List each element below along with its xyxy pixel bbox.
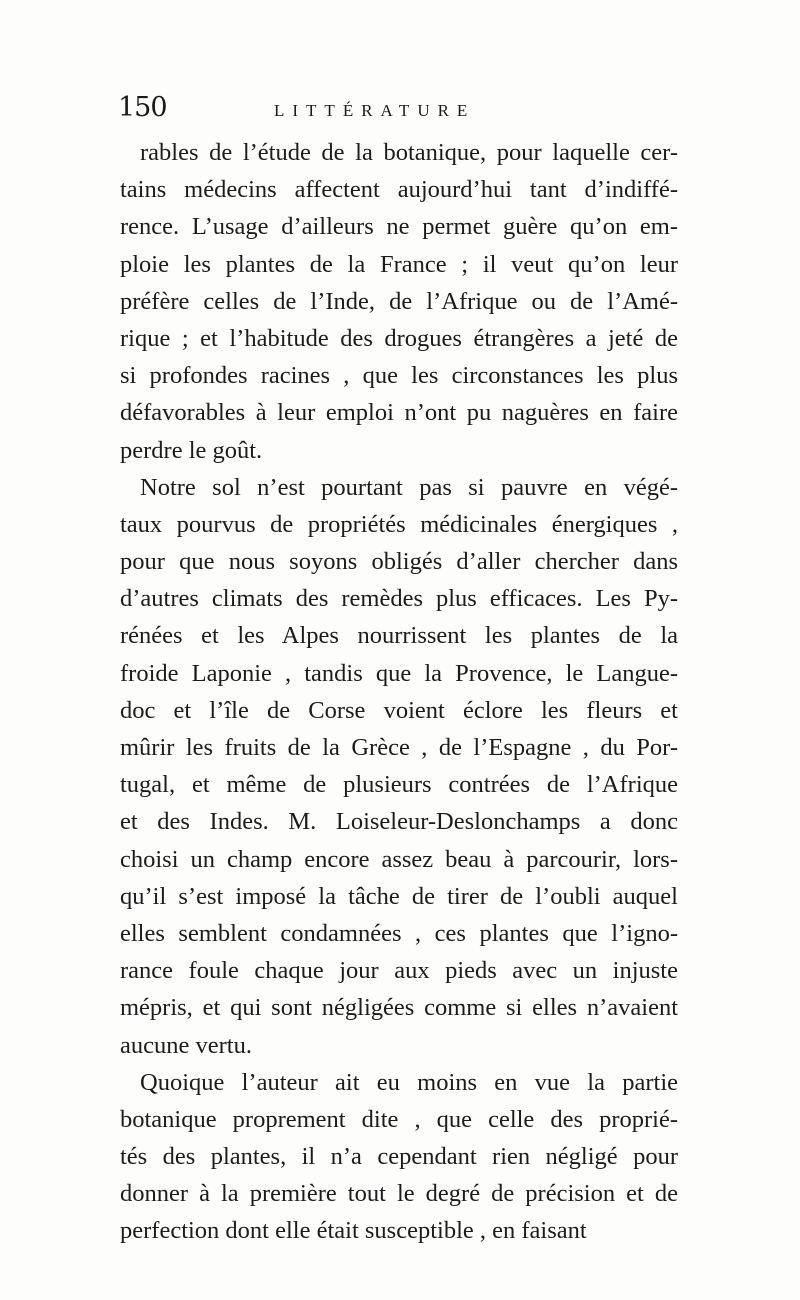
text-line: aucune vertu. <box>120 1031 252 1059</box>
text-line: elles semblent condamnées , ces plantes que l’igno- <box>120 919 678 947</box>
text-line: et des Indes. M. Loiseleur-Deslonchamps a donc <box>120 808 678 836</box>
running-head <box>118 92 678 132</box>
text-line: préfère celles de l’Inde, de l’Afrique ou de l’Amé- <box>120 287 678 315</box>
text-line: Quoique l’auteur ait eu moins en vue la partie <box>140 1068 678 1096</box>
running-title: LITTÉRATURE <box>274 101 476 120</box>
text-line: perfection dont elle était susceptible , en faisant <box>120 1217 587 1245</box>
paragraph <box>120 469 678 1064</box>
text-line: défavorables à leur emploi n’ont pu naguères en faire <box>120 399 678 427</box>
text-line: donner à la première tout le degré de précision et de <box>120 1180 678 1208</box>
text-line: tains médecins affectent aujourd’hui tant d’indiffé- <box>120 176 678 204</box>
text-line: froide Laponie , tandis que la Provence, le Langue- <box>120 659 678 687</box>
body-text <box>120 134 678 1250</box>
text-line: ploie les plantes de la France ; il veut qu’on leur <box>120 250 678 278</box>
text-line: d’autres climats des remèdes plus efficaces. Les Py- <box>120 585 678 613</box>
text-line: doc et l’île de Corse voient éclore les fleurs et <box>120 696 678 724</box>
text-line: botanique proprement dite , que celle des proprié- <box>120 1105 678 1133</box>
text-line: choisi un champ encore assez beau à parcourir, lors- <box>120 845 678 873</box>
text-line: mépris, et qui sont négligées comme si elles n’avaient <box>120 994 678 1022</box>
text-line: rénées et les Alpes nourrissent les plantes de la <box>120 622 678 650</box>
text-line: si profondes racines , que les circonstances les plus <box>120 362 678 390</box>
text-line: pour que nous soyons obligés d’aller chercher dans <box>120 548 678 576</box>
text-line: perdre le goût. <box>120 436 263 464</box>
page-number: 150 <box>118 92 167 123</box>
text-line: taux pourvus de propriétés médicinales énergiques , <box>120 510 678 538</box>
text-line: tés des plantes, il n’a cependant rien négligé pour <box>120 1143 678 1171</box>
text-line: mûrir les fruits de la Grèce , de l’Espagne , du Por- <box>120 734 678 761</box>
text-line: tugal, et même de plusieurs contrées de l’Afrique <box>120 771 678 799</box>
paragraph <box>120 134 678 469</box>
text-line: rables de l’étude de la botanique, pour laquelle cer- <box>140 139 678 166</box>
text-line: rance foule chaque jour aux pieds avec un injuste <box>120 957 678 985</box>
paragraph <box>120 1064 678 1250</box>
text-line: rique ; et l’habitude des drogues étrangères a jeté de <box>120 324 678 352</box>
text-line: Notre sol n’est pourtant pas si pauvre en végé- <box>140 473 678 501</box>
text-line: rence. L’usage d’ailleurs ne permet guère qu’on em- <box>120 213 678 241</box>
text-line: qu’il s’est imposé la tâche de tirer de l’oubli auquel <box>120 882 678 910</box>
